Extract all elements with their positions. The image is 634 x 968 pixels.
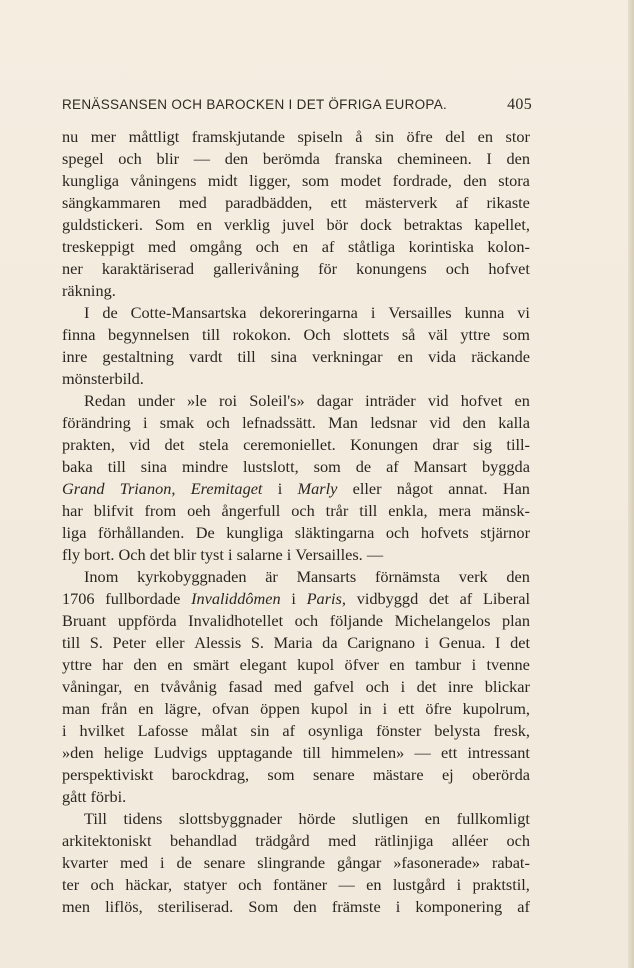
text-line: mönsterbild. — [62, 369, 144, 388]
body-text — [62, 126, 530, 918]
text-line: har blifvit from oeh ångerfull och trår till enkla, mera mänsk- — [62, 501, 530, 520]
text-line: nu mer måttligt framskjutande spiseln å sin öfre del en stor — [62, 127, 530, 146]
text-line: inre gestaltning vardt till sina verkningar en vida räckande — [62, 347, 530, 366]
text-line: baka till sina mindre lustslott, som de af Mansart byggda — [62, 457, 530, 476]
text-line: i hvilket Lafosse målat sin af osynliga fönster belysta fresk, — [62, 721, 530, 740]
text-line: kvarter med i de senare slingrande gångar »fasonerade» rabat- — [62, 853, 530, 872]
text-line: kungliga våningens midt ligger, som modet fordrade, den stora — [62, 171, 530, 190]
header-title: RENÄSSANSEN OCH BAROCKEN I DET ÖFRIGA EUROPA. — [62, 97, 448, 112]
text-line: gått förbi. — [62, 787, 127, 806]
text-line: men liflös, steriliserad. Som den främste i komponering af — [62, 897, 530, 916]
text-line: Inom kyrkobyggnaden är Mansarts förnämsta verk den — [84, 567, 530, 586]
text-line: fly bort. Och det blir tyst i salarne i Versailles. — — [62, 545, 384, 564]
text-line: Till tidens slottsbyggnader hörde slutligen en fullkomligt — [84, 809, 530, 828]
text-line: perspektiviskt barockdrag, som senare mästare ej oberörda — [62, 765, 530, 784]
page-edge — [628, 0, 634, 968]
running-header — [62, 96, 532, 114]
text-line: våningar, en tvåvånig fasad med gafvel och i det inre blickar — [62, 677, 530, 696]
text-line: prakten, vid det stela ceremoniellet. Konungen drar sig till- — [62, 435, 530, 454]
page-number: 405 — [507, 96, 532, 113]
text-line: liga förhållanden. De kungliga släktingarna och hofvets stjärnor — [62, 523, 530, 542]
text-line: ter och häckar, statyer och fontäner — en lustgård i praktstil, — [62, 875, 530, 894]
text-line: räkning. — [62, 281, 116, 300]
text-line: Grand Trianon, Eremitaget i Marly eller något annat. Han — [62, 479, 530, 498]
text-line: arkitektoniskt behandlad trädgård med rätlinjiga alléer och — [62, 831, 530, 850]
text-line: guldstickeri. Som en verklig juvel bör dock betraktas kapellet, — [62, 215, 530, 234]
text-line: 1706 fullbordade Invaliddômen i Paris, vidbyggd det af Liberal — [62, 589, 530, 608]
text-line: spegel och blir — den berömda franska chemineen. I den — [62, 149, 530, 168]
text-line: ner karaktäriserad gallerivåning för konungens och hofvet — [62, 259, 530, 278]
text-line: Redan under »le roi Soleil's» dagar inträder vid hofvet en — [84, 391, 530, 410]
text-line: I de Cotte-Mansartska dekoreringarna i Versailles kunna vi — [84, 303, 530, 322]
text-line: yttre har den en smärt elegant kupol öfver en tambur i tvenne — [62, 655, 530, 674]
text-line: sängkammaren med paradbädden, ett mästerverk af rikaste — [62, 193, 530, 212]
text-line: treskeppigt med omgång och en af ståtliga korintiska kolon- — [62, 237, 530, 256]
text-line: Bruant uppförda Invalidhotellet och följande Michelangelos plan — [62, 611, 530, 630]
text-line: man från en lägre, ofvan öppen kupol in i ett öfre kupolrum, — [62, 699, 530, 718]
text-line: finna begynnelsen till rokokon. Och slottets så väl yttre som — [62, 325, 530, 344]
text-line: till S. Peter eller Alessis S. Maria da Carignano i Genua. I det — [62, 633, 530, 652]
text-line: förändring i smak och lefnadssätt. Man ledsnar vid den kalla — [62, 413, 530, 432]
text-line: »den helige Ludvigs upptagande till himmelen» — ett intressant — [62, 743, 530, 762]
